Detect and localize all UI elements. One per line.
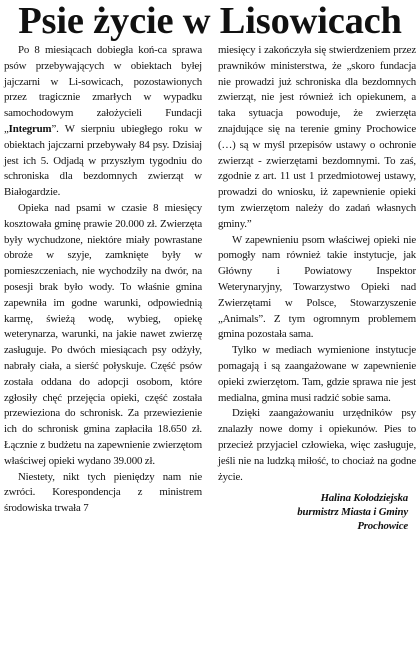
left-column <box>4 43 202 533</box>
paragraph-6: Tylko w mediach wymienione instytucje pomagają i są zaangażowane w zapewnienie opieki zwierzętom. Tam, gdzie sprawa nie jest medialna, gmina musi radzić sobie sama. <box>218 344 416 404</box>
paragraph-3: Niestety, nikt tych pieniędzy nam nie zwróci. Korespondencja z ministrem środowiska trwała 7 <box>4 470 202 515</box>
paragraph-1-text-b: ”. W sierpniu ubiegłego roku w obiektach jajczarni przebywały 84 psy. Dzisiaj jest ich 5. Odjadą w przyszłym tygodniu do schroniska dla bezdomnych zwierząt w Białogardzie. <box>4 122 202 199</box>
author-signature <box>218 491 416 533</box>
foundation-name: Integrum <box>8 122 52 135</box>
paragraph-1-text-a: Po 8 miesiącach dobiegła koń-ca sprawa psów przebywających w obiektach byłej jajczarni w Li-sowicach, pozostawionych przez tragicznie zmarłych w wypadku samochodowym założycieli Fundacji „ <box>4 44 202 135</box>
paragraph-4: miesięcy i zakończyła się stwierdzeniem przez prawników ministerstwa, że „skoro fundacja nie prowadzi już schroniska dla bezdomnych zwierząt, nie jest również ich opiekunem, a taka sytuacja powoduje, że zwierzęta znajdujące się na terenie gminy Prochowice (…) są w myśl przepisów ustawy o ochronie zwierząt - zwierzętami bezdomnymi. To zaś, zgodnie z art. 11 ust 1 przedmiotowej ustawy, prowadzi do wniosku, iż zapewnienie opieki tym zwierzętom należy do zadań własnych gminy.” <box>218 44 416 230</box>
paragraph-1 <box>4 43 202 201</box>
paragraph-5: W zapewnieniu psom właściwej opieki nie pomogły nam również takie instytucje, jak Główny i Powiatowy Inspektor Weterynaryjny, Towarzystwo Opieki nad Zwierzętami w Polsce, Stowarzyszenie „Animals”. Z tym ogromnym problemem gmina pozostała sama. <box>218 233 416 341</box>
paragraph-2: Opieka nad psami w czasie 8 miesięcy kosztowała gminę prawie 20.000 zł. Zwierzęta były wychudzone, niektóre miały powrastane obroże w szyje, zamknięte były w pomieszczeniach, nie wychodziły na dwór, na posesji brak było wody. To właśnie gmina zapewniła im godne warunki, odpowiednią karmę, świeżą wodę, wybieg, opiekę weterynarza, warunki, na jakie nawet zwierzę zasługuje. Po dwóch miesiącach psy odżyły, nabrały ciała, a sierść połyskuje. Część psów została oddana do adopcji osobom, które zgłosiły chęć przejęcia opieki, część została przewieziona do schronisk. Za przewiezienie ich do schronisk gmina zapłaciła 18.650 zł. Łącznie z budżetu na zapewnienie zwierzętom właściwej opieki wydano 39.000 zł. <box>4 201 202 467</box>
article-body <box>4 43 416 533</box>
author-title-line-2: Prochowice <box>357 520 408 533</box>
paragraph-7: Dzięki zaangażowaniu urzędników psy znalazły nowe domy i opiekunów. Pies to przecież przyjaciel człowieka, więc zasługuje, jeśli nie na ludzką miłość, to chociaż na godne życie. <box>218 407 416 483</box>
author-title-line-1: burmistrz Miasta i Gminy <box>297 506 408 519</box>
right-column <box>218 43 416 533</box>
article-headline: Psie życie w Lisowicach <box>18 0 402 42</box>
author-name: Halina Kołodziejska <box>320 492 408 505</box>
